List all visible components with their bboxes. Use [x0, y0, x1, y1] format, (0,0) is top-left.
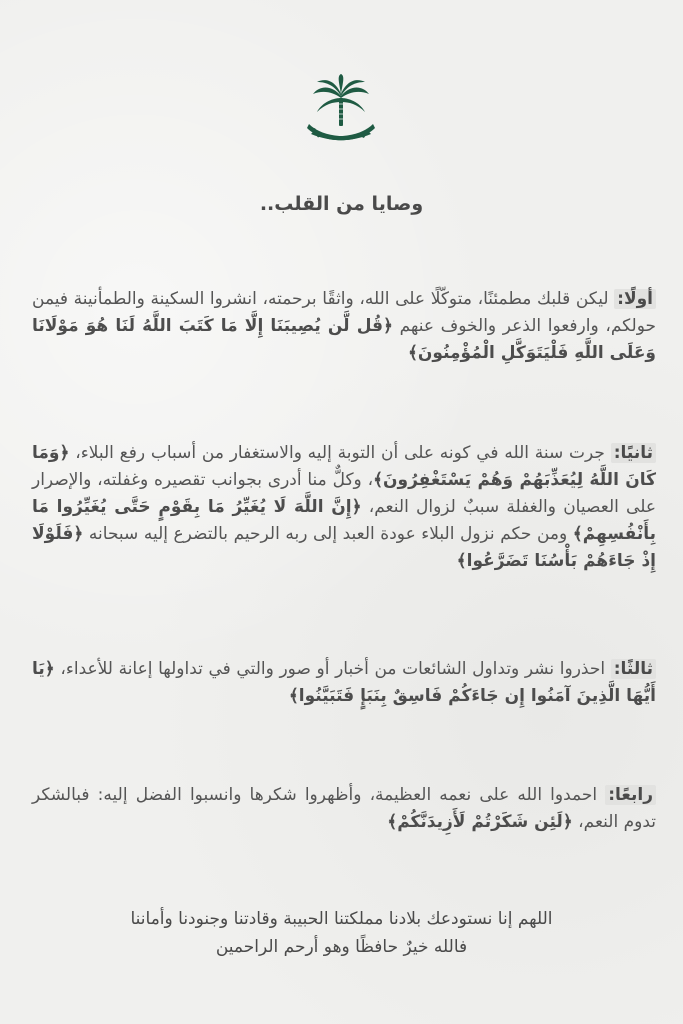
- section-second: [32, 440, 656, 575]
- section-text: ليكن قلبك مطمئنًا، متوكّلًا على الله، واثقًا برحمته، انشروا السكينة والطمأنينة فيمن حولكم، وارفعوا الذعر والخوف عنهم: [32, 289, 656, 336]
- quran-verse: ﴿لَئِن شَكَرْتُمْ لَأَزِيدَنَّكُمْ﴾: [387, 812, 573, 832]
- saudi-emblem-icon: [301, 74, 381, 154]
- section-label: ثالثًا:: [611, 659, 656, 679]
- closing-prayer: [0, 905, 683, 961]
- quran-verse: ﴿وَمَا كَانَ اللَّهُ لِيُعَذِّبَهُمْ وَهُمْ يَسْتَغْفِرُونَ﴾: [32, 443, 656, 490]
- section-label: رابعًا:: [605, 785, 656, 805]
- section-text-2: ، وكلٌّ منا أدرى بجوانب تقصيره وغفلته، والإصرار على العصيان والغفلة سببٌ لزوال النعم،: [32, 470, 656, 517]
- section-label: ثانيًا:: [611, 443, 656, 463]
- quran-verse-3: ﴿فَلَوْلَا إِذْ جَاءَهُمْ بَأْسُنَا تَضَرَّعُوا﴾: [32, 524, 656, 571]
- quran-verse-2: ﴿إِنَّ اللَّهَ لَا يُغَيِّرُ مَا بِقَوْمٍ حَتَّى يُغَيِّرُوا مَا بِأَنْفُسِهِمْ﴾: [32, 497, 656, 544]
- section-third: [32, 656, 656, 710]
- section-label: أولًا:: [614, 289, 656, 309]
- section-first: [32, 286, 656, 367]
- prayer-line-2: فالله خيرٌ حافظًا وهو أرحم الراحمين: [215, 937, 468, 957]
- section-text-3: ومن حكم نزول البلاء عودة العبد إلى ربه الرحيم بالتضرع إليه سبحانه: [83, 524, 573, 544]
- section-text: احمدوا الله على نعمه العظيمة، وأظهروا شكرها وانسبوا الفضل إليه: فبالشكر تدوم النعم،: [32, 785, 656, 832]
- section-text: احذروا نشر وتداول الشائعات من أخبار أو صور والتي في تداولها إعانة للأعداء،: [54, 659, 611, 679]
- page-title: وصايا من القلب..: [259, 193, 424, 215]
- quran-verse: ﴿قُل لَّن يُصِيبَنَا إِلَّا مَا كَتَبَ اللَّهُ لَنَا هُوَ مَوْلَانَا وَعَلَى اللَّهِ فَلْيَتَوَكَّلِ الْمُؤْمِنُونَ﴾: [32, 316, 656, 363]
- prayer-line-1: اللهم إنا نستودعك بلادنا مملكتنا الحبيبة وقادتنا وجنودنا وأماننا: [130, 909, 553, 929]
- quran-verse: ﴿يَا أَيُّهَا الَّذِينَ آمَنُوا إِن جَاءَكُمْ فَاسِقٌ بِنَبَإٍ فَتَبَيَّنُوا﴾: [32, 659, 656, 706]
- section-text: جرت سنة الله في كونه على أن التوبة إليه والاستغفار من أسباب رفع البلاء،: [69, 443, 611, 463]
- section-fourth: [32, 782, 656, 836]
